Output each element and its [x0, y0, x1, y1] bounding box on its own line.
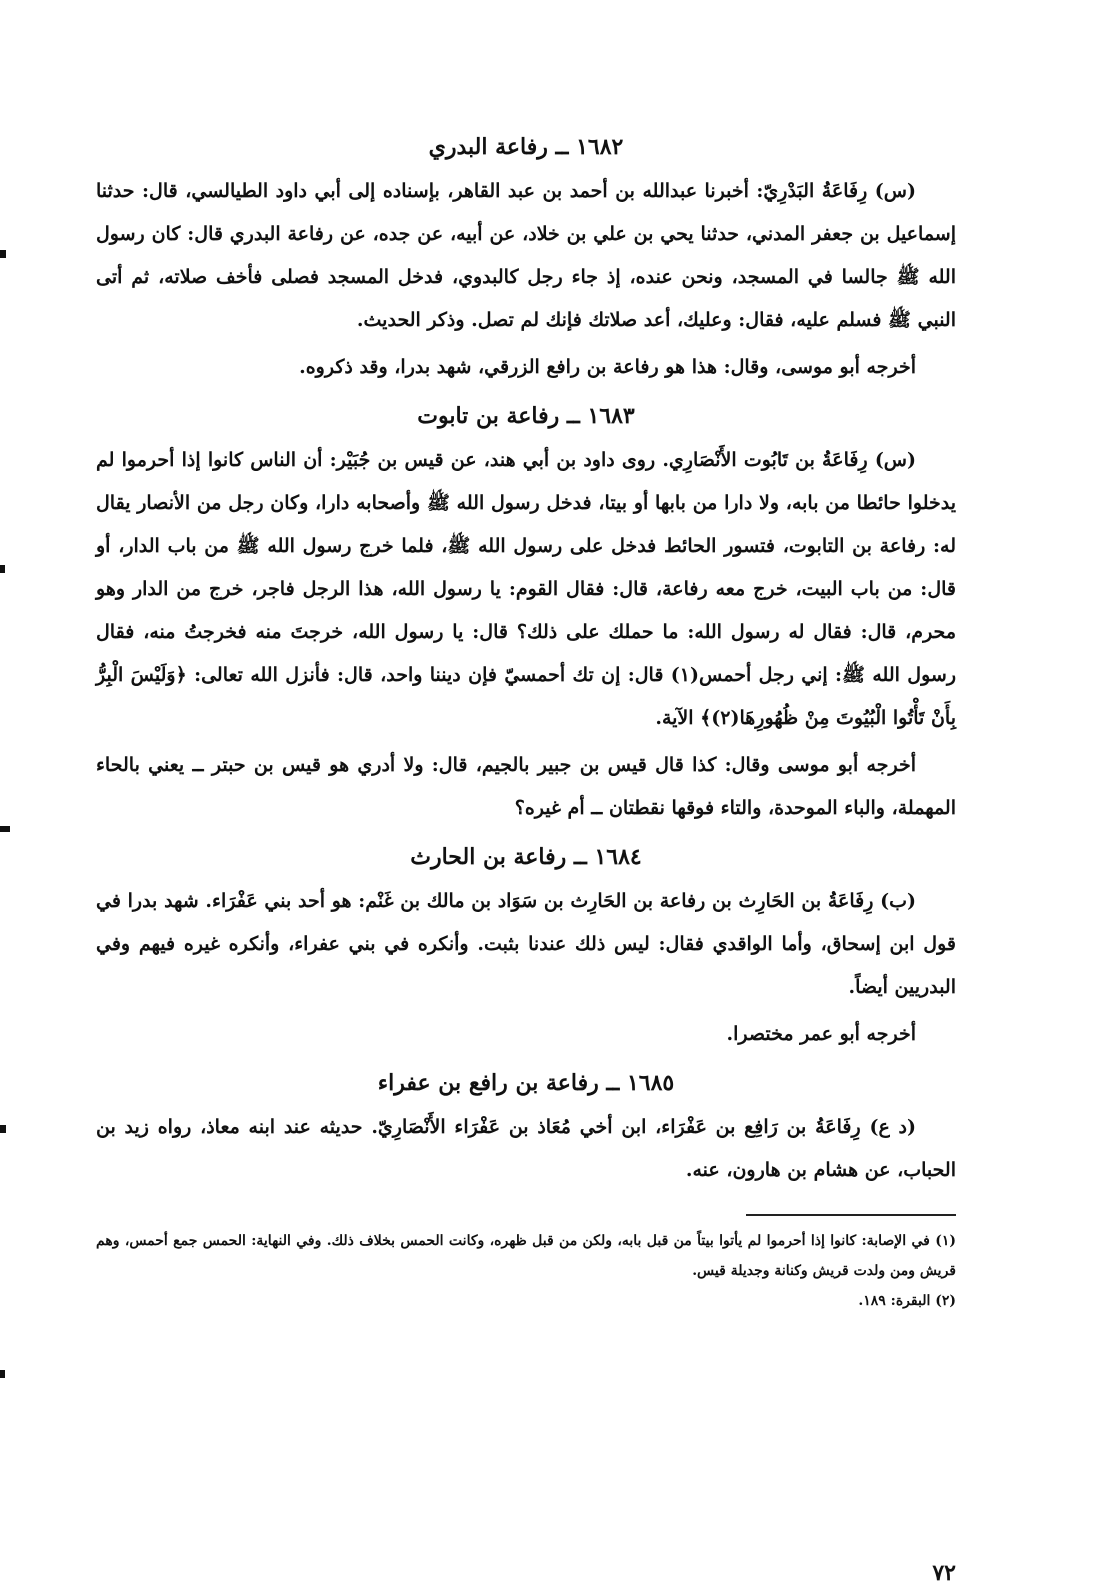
entry-paragraph: (س) رِفَاعَةُ بن تَابُوت الأَنْصَارِي. روى داود بن أبي هند، عن قيس بن جُبَيْر: أن الناس كانوا إذا أحرموا لم يدخلوا حائطا من بابه، ولا دارا من بابها أو بيتا، فدخل رسول الله ﷺ وأصحابه دارا، وكان رجل من الأنصار يقال له: رفاعة بن التابوت، فتسور الحائط فدخل على رسول الله ﷺ، فلما خرج رسول الله ﷺ من باب الدار، أو قال: من باب البيت، خرج معه رفاعة، قال: فقال القوم: يا رسول الله، هذا الرجل فاجر، خرج من الدار وهو محرم، قال: فقال له رسول الله: ما حملك على ذلك؟ قال: يا رسول الله، خرجتَ منه فخرجتُ منه، فقال رسول الله ﷺ: إني رجل أحمس(١) قال: إن تك أحمسيّ فإن ديننا واحد، قال: فأنزل الله تعالى: ﴿وَلَيْسَ الْبِرُّ بِأَنْ تَأْتُوا الْبُيُوتَ مِنْ ظُهُورِهَا(٢)﴾ الآية.: [96, 449, 956, 729]
entry-1685: [96, 1070, 956, 1192]
entry-heading: ١٦٨٥ ــ رفاعة بن رافع بن عفراء: [377, 1070, 675, 1096]
entry-paragraph: (د ع) رِفَاعَةُ بن رَافِع بن عَفْرَاء، ابن أخي مُعَاذ بن عَفْرَاء الأَنْصَارِيّ. حديثه عند ابنه معاذ، رواه زيد بن الحباب، عن هشام بن هارون، عنه.: [96, 1116, 956, 1181]
footnotes: [96, 1226, 956, 1316]
page-number: ٧٢: [932, 1560, 956, 1586]
scan-mark: [0, 1370, 5, 1378]
scan-mark: [0, 1125, 6, 1133]
entry-1682: [96, 134, 956, 389]
footnote-2: (٢) البقرة: ١٨٩.: [858, 1293, 956, 1309]
entry-source-note: أخرجه أبو موسى، وقال: هذا هو رفاعة بن رافع الزرقي، شهد بدرا، وقد ذكروه.: [299, 356, 916, 378]
entry-source-note: أخرجه أبو موسى وقال: كذا قال قيس بن جبير بالجيم، قال: ولا أدري هو قيس بن حبتر ــ يعني بالحاء المهملة، والباء الموحدة، والتاء فوقها نقطتان ــ أم غيره؟: [96, 754, 956, 819]
entry-source-note: أخرجه أبو عمر مختصرا.: [726, 1023, 916, 1045]
document-page: [96, 120, 956, 1586]
footnote-divider: [746, 1214, 956, 1216]
scan-mark: [0, 565, 5, 573]
scan-mark: [0, 826, 10, 832]
entry-1683: [96, 403, 956, 830]
entry-paragraph: (س) رِفَاعَةُ البَدْرِيّ: أخبرنا عبدالله بن أحمد بن عبد القاهر، بإسناده إلى أبي داود الطيالسي، قال: حدثنا إسماعيل بن جعفر المدني، حدثنا يحي بن علي بن خلاد، عن أبيه، عن جده، عن رفاعة البدري قال: كان رسول الله ﷺ جالسا في المسجد، ونحن عنده، إذ جاء رجل كالبدوي، فدخل المسجد فصلى فأخف صلاته، ثم أتى النبي ﷺ فسلم عليه، فقال: وعليك، أعد صلاتك فإنك لم تصل. وذكر الحديث.: [96, 180, 956, 331]
scan-mark: [0, 250, 6, 258]
entry-heading: ١٦٨٤ ــ رفاعة بن الحارث: [410, 844, 642, 870]
entry-heading: ١٦٨٣ ــ رفاعة بن تابوت: [417, 403, 635, 429]
footnote-1: (١) في الإصابة: كانوا إذا أحرموا لم يأتوا بيتاً من قبل بابه، ولكن من قبل ظهره، وكانت الحمس بخلاف ذلك. وفي النهاية: الحمس جمع أحمس، وهم قريش ومن ولدت قريش وكنانة وجديلة قيس.: [96, 1233, 956, 1279]
entry-heading: ١٦٨٢ ــ رفاعة البدري: [428, 134, 624, 160]
entry-1684: [96, 844, 956, 1056]
entry-paragraph: (ب) رِفَاعَةُ بن الحَارِث بن رفاعة بن الحَارِث بن سَوَاد بن مالك بن غَنْم: هو أحد بني عَفْرَاء. شهد بدرا في قول ابن إسحاق، وأما الواقدي فقال: ليس ذلك عندنا بثبت. وأنكره في بني عفراء، وأنكره غيره فيهم وفي البدريين أيضاً.: [96, 890, 956, 998]
